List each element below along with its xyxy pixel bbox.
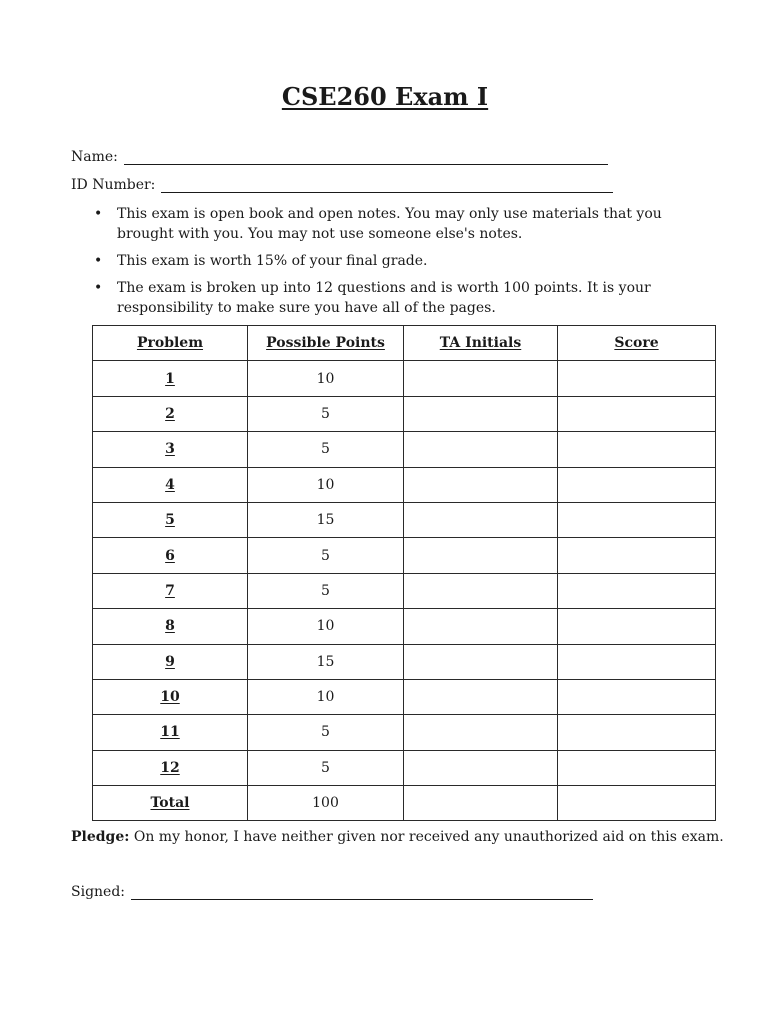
ta-initials-cell[interactable] — [404, 538, 558, 573]
score-cell[interactable] — [558, 715, 716, 750]
possible-points-cell: 5 — [248, 538, 404, 573]
problem-cell — [93, 750, 248, 785]
problem-cell — [93, 715, 248, 750]
table-row — [93, 538, 716, 573]
table-row — [93, 573, 716, 608]
bullet-icon: • — [94, 206, 103, 222]
id-number-blank-line[interactable] — [161, 180, 613, 193]
problem-cell — [93, 396, 248, 431]
score-cell[interactable] — [558, 396, 716, 431]
problem-cell — [93, 538, 248, 573]
table-row — [93, 644, 716, 679]
problem-number: 11 — [160, 724, 180, 741]
ta-initials-cell[interactable] — [404, 609, 558, 644]
possible-points-cell: 10 — [248, 467, 404, 502]
problem-number: 1 — [165, 370, 175, 387]
table-row — [93, 361, 716, 396]
possible-points-cell: 10 — [248, 609, 404, 644]
score-cell[interactable] — [558, 609, 716, 644]
ta-initials-cell[interactable] — [404, 467, 558, 502]
score-cell[interactable] — [558, 750, 716, 785]
possible-points-cell: 15 — [248, 502, 404, 537]
header-ta-initials: TA Initials — [404, 326, 558, 361]
problem-number: 6 — [165, 547, 175, 564]
problem-cell — [93, 467, 248, 502]
instruction-text: This exam is worth 15% of your final grade. — [117, 253, 428, 269]
name-label: Name: — [71, 149, 118, 165]
problem-cell — [93, 679, 248, 714]
ta-initials-cell[interactable] — [404, 644, 558, 679]
signed-label: Signed: — [71, 884, 126, 900]
page-title: CSE260 Exam I — [281, 82, 489, 111]
score-cell[interactable] — [558, 361, 716, 396]
instruction-item — [92, 278, 702, 318]
table-header-row — [93, 326, 716, 361]
table-row — [93, 467, 716, 502]
bullet-icon: • — [94, 253, 103, 269]
signature-field-row — [71, 884, 593, 900]
ta-initials-cell[interactable] — [404, 396, 558, 431]
possible-points-cell: 5 — [248, 396, 404, 431]
problem-cell — [93, 609, 248, 644]
id-number-field-row — [71, 177, 613, 193]
pledge-text: On my honor, I have neither given nor received any unauthorized aid on this exam. — [133, 829, 724, 845]
header-problem: Problem — [93, 326, 248, 361]
possible-points-cell: 10 — [248, 361, 404, 396]
table-row — [93, 432, 716, 467]
problem-number: 5 — [165, 512, 175, 529]
name-blank-line[interactable] — [124, 152, 608, 165]
problem-number: 2 — [165, 405, 175, 422]
possible-points-cell: 15 — [248, 644, 404, 679]
instruction-item — [92, 251, 702, 271]
problem-number: 12 — [160, 759, 180, 776]
header-score: Score — [558, 326, 716, 361]
possible-points-cell: 5 — [248, 573, 404, 608]
pledge-label: Pledge: — [71, 829, 130, 845]
score-cell[interactable] — [558, 467, 716, 502]
problem-number: 8 — [165, 618, 175, 635]
ta-initials-cell[interactable] — [404, 432, 558, 467]
instruction-item — [92, 204, 702, 244]
name-field-row — [71, 149, 608, 165]
ta-initials-cell[interactable] — [404, 361, 558, 396]
problem-number: 3 — [165, 441, 175, 458]
honor-pledge — [71, 829, 724, 845]
instruction-text: The exam is broken up into 12 questions and is worth 100 points. It is your responsibility to make sure you have all of the pages. — [117, 280, 651, 316]
problem-cell — [93, 573, 248, 608]
table-row — [93, 750, 716, 785]
score-cell[interactable] — [558, 432, 716, 467]
problem-cell — [93, 361, 248, 396]
problem-number: 7 — [165, 582, 175, 599]
total-score-cell[interactable] — [558, 786, 716, 821]
total-ta-initials-cell[interactable] — [404, 786, 558, 821]
possible-points-cell: 10 — [248, 679, 404, 714]
score-cell[interactable] — [558, 502, 716, 537]
table-row — [93, 679, 716, 714]
instruction-text: This exam is open book and open notes. You may only use materials that you brought with you. You may not use someone else's notes. — [117, 206, 662, 242]
id-number-label: ID Number: — [71, 177, 156, 193]
score-cell[interactable] — [558, 573, 716, 608]
problem-number: 4 — [165, 476, 175, 493]
table-row — [93, 396, 716, 431]
possible-points-cell: 5 — [248, 715, 404, 750]
ta-initials-cell[interactable] — [404, 750, 558, 785]
problem-cell — [93, 644, 248, 679]
table-row — [93, 715, 716, 750]
score-table — [92, 325, 716, 821]
problem-cell — [93, 502, 248, 537]
ta-initials-cell[interactable] — [404, 715, 558, 750]
header-possible-points: Possible Points — [248, 326, 404, 361]
possible-points-cell: 5 — [248, 750, 404, 785]
instructions-list — [92, 204, 702, 325]
total-label-cell — [93, 786, 248, 821]
ta-initials-cell[interactable] — [404, 573, 558, 608]
problem-number: 9 — [165, 653, 175, 670]
ta-initials-cell[interactable] — [404, 679, 558, 714]
table-row — [93, 609, 716, 644]
problem-number: 10 — [160, 689, 180, 706]
table-row — [93, 502, 716, 537]
score-cell[interactable] — [558, 679, 716, 714]
signature-blank-line[interactable] — [131, 887, 593, 900]
problem-cell — [93, 432, 248, 467]
bullet-icon: • — [94, 280, 103, 296]
ta-initials-cell[interactable] — [404, 502, 558, 537]
total-row — [93, 786, 716, 821]
score-cell[interactable] — [558, 644, 716, 679]
total-points-cell: 100 — [248, 786, 404, 821]
score-cell[interactable] — [558, 538, 716, 573]
possible-points-cell: 5 — [248, 432, 404, 467]
total-label: Total — [150, 795, 190, 812]
